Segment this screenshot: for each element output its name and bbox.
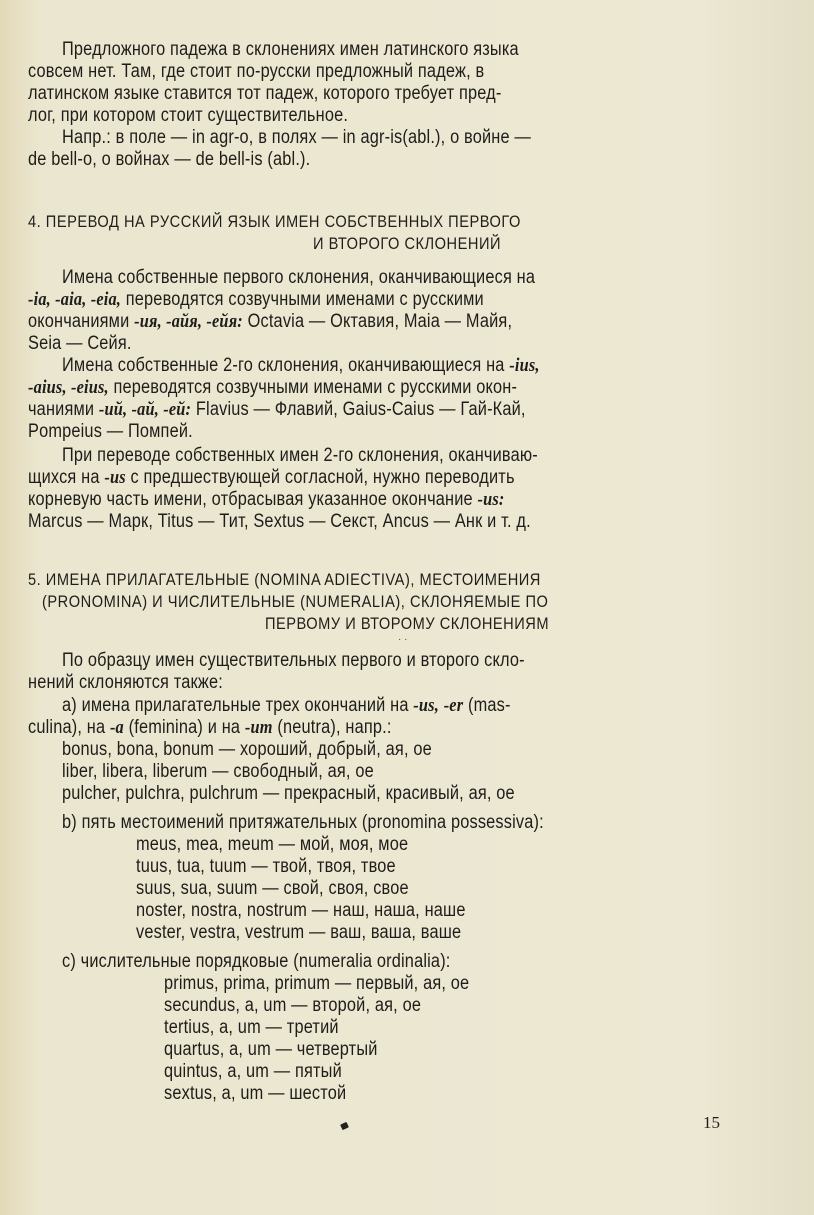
ending-text: -a xyxy=(109,717,124,738)
section-5-heading-cont: ПЕРВОМУ И ВТОРОМУ СКЛОНЕНИЯМ xyxy=(264,614,550,633)
print-speck xyxy=(340,1122,349,1130)
ending-text: -ius, xyxy=(509,355,540,376)
text-run: culina), на xyxy=(28,717,110,738)
example-line: primus, prima, primum — первый, ая, ое xyxy=(164,973,470,994)
page-number: 15 xyxy=(703,1113,720,1132)
ending-text: -ia, -aia, -eia, xyxy=(28,289,122,310)
list-item-b: b) пять местоимений притяжательных (pronomina possessiva): xyxy=(62,812,544,833)
ending-text: -ия, -айя, -ейя: xyxy=(134,311,243,332)
list-item-c: с) числительные порядковые (numeralia ordinalia): xyxy=(62,951,451,972)
paragraph-line: Marcus — Марк, Titus — Тит, Sextus — Секст, Ancus — Анк и т. д. xyxy=(28,511,531,532)
text-run: (neutra), напр.: xyxy=(272,717,392,738)
ending-text: -aius, -eius, xyxy=(28,377,109,398)
paragraph-line xyxy=(28,312,512,332)
example-line: noster, nostra, nostrum — наш, наша, наше xyxy=(136,900,466,921)
ending-text: -us: xyxy=(477,489,505,510)
paragraph-line xyxy=(28,400,526,420)
text-run: с предшествующей согласной, нужно переводить xyxy=(125,467,515,488)
example-line: suus, sua, suum — свой, своя, свое xyxy=(136,878,409,899)
text-run: Octavia — Октавия, Maia — Майя, xyxy=(242,311,513,332)
paragraph-line xyxy=(28,490,505,510)
intro-example-line: Напр.: в поле — in agr-o, в полях — in agr-is(abl.), о войне — xyxy=(62,127,531,148)
text-run: (feminina) и на xyxy=(123,717,245,738)
intro-example-line: de bell-o, о войнах — de bell-is (abl.). xyxy=(28,149,311,170)
text-run: переводятся созвучными именами с русскими окон- xyxy=(108,377,518,398)
ending-text: -us, xyxy=(413,695,439,716)
text-run: Имена собственные 2-го склонения, оканчивающиеся на xyxy=(62,355,510,376)
example-line: secundus, a, um — второй, ая, ое xyxy=(164,995,422,1016)
intro-line: лог, при котором стоит существительное. xyxy=(28,105,349,126)
paragraph-line: Seia — Сейя. xyxy=(28,333,132,354)
paragraph-line: По образцу имен существительных первого и второго скло- xyxy=(62,650,525,671)
example-line: tuus, tua, tuum — твой, твоя, твое xyxy=(136,856,396,877)
paragraph-line xyxy=(28,378,517,398)
paragraph-line xyxy=(28,290,484,310)
list-item-a-cont xyxy=(28,718,392,738)
text-run: щихся на xyxy=(28,467,105,488)
example-line: pulcher, pulchra, pulchrum — прекрасный, красивый, ая, ое xyxy=(62,783,515,804)
paragraph-line: При переводе собственных имен 2-го склонения, оканчиваю- xyxy=(62,445,538,466)
ending-text: -us xyxy=(104,467,126,488)
ending-text: -er xyxy=(443,695,464,716)
ending-text: -ий, -ай, -ей: xyxy=(98,399,192,420)
example-line: vester, vestra, vestrum — ваш, ваша, ваше xyxy=(136,922,462,943)
text-run: переводятся созвучными именами с русскими xyxy=(121,289,484,310)
section-5-heading-cont: (PRONOMINA) И ЧИСЛИТЕЛЬНЫЕ (NUMERALIA), СКЛОНЯЕМЫЕ ПО xyxy=(42,592,549,611)
example-line: meus, mea, meum — мой, моя, мое xyxy=(136,834,409,855)
text-run: а) имена прилагательные трех окончаний на xyxy=(62,695,414,716)
intro-line: латинском языке ставится тот падеж, которого требует пред- xyxy=(28,83,502,104)
paragraph-line xyxy=(28,468,515,488)
section-4-heading-cont: И ВТОРОГО СКЛОНЕНИЙ xyxy=(312,234,502,253)
text-run: Flavius — Флавий, Gaius-Caius — Гай-Кай, xyxy=(191,399,526,420)
example-line: quartus, a, um — четвертый xyxy=(164,1039,378,1060)
paragraph-line: Pompeius — Помпей. xyxy=(28,421,193,442)
example-line: tertius, a, um — третий xyxy=(164,1017,339,1038)
paragraph-line: нений склоняются также: xyxy=(28,672,223,693)
example-line: bonus, bona, bonum — хороший, добрый, ая, ое xyxy=(62,739,432,760)
text-run: корневую часть имени, отбрасывая указанное окончание xyxy=(28,489,478,510)
text-run: (mas- xyxy=(463,695,511,716)
section-5-heading: 5. ИМЕНА ПРИЛАГАТЕЛЬНЫЕ (NOMINA ADIECTIVA), МЕСТОИМЕНИЯ xyxy=(28,570,541,589)
example-line: liber, libera, liberum — свободный, ая, ое xyxy=(62,761,374,782)
intro-line: Предложного падежа в склонениях имен латинского языка xyxy=(62,39,519,60)
paragraph-line xyxy=(62,356,540,376)
text-run: окончаниями xyxy=(28,311,135,332)
section-4-heading: 4. ПЕРЕВОД НА РУССКИЙ ЯЗЫК ИМЕН СОБСТВЕННЫХ ПЕРВОГО xyxy=(28,212,521,231)
ornament-dots: · · xyxy=(398,634,408,645)
text-run: чаниями xyxy=(28,399,99,420)
example-line: sextus, a, um — шестой xyxy=(164,1083,347,1104)
intro-line: совсем нет. Там, где стоит по-русски предложный падеж, в xyxy=(28,61,485,82)
ending-text: -um xyxy=(244,717,273,738)
example-line: quintus, a, um — пятый xyxy=(164,1061,342,1082)
paragraph-line: Имена собственные первого склонения, оканчивающиеся на xyxy=(62,267,536,288)
list-item-a xyxy=(62,696,511,716)
